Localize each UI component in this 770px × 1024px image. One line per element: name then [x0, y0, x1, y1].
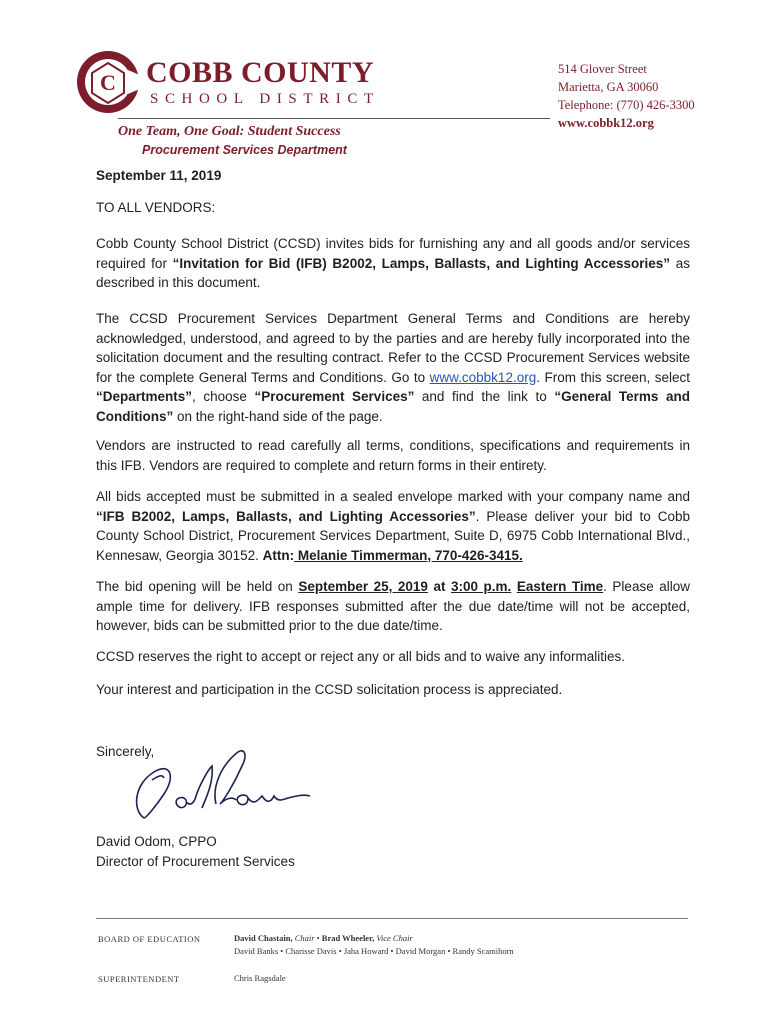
paragraph-rights: CCSD reserves the right to accept or reject any or all bids and to waive any informalities.	[96, 649, 625, 664]
header-divider	[118, 118, 550, 119]
paragraph-invitation: Cobb County School District (CCSD) invites bids for furnishing any and all goods and/or services required for “Invitation for Bid (IFB) B2002, Lamps, Ballasts, and Lighting Accessories” as described in this document.	[96, 236, 690, 290]
board-label: BOARD OF EDUCATION	[98, 934, 201, 944]
paragraph-bid-opening: The bid opening will be held on September 25, 2019 at 3:00 p.m. Eastern Time. Please allow ample time for delivery. IFB responses submitted after the due date/time will not be accepted, however, bids can be submitted prior to the due date/time.	[96, 579, 690, 633]
address-block	[558, 60, 695, 132]
footer-divider	[96, 918, 688, 919]
letter-date: September 11, 2019	[96, 168, 222, 183]
department-name: Procurement Services Department	[142, 143, 347, 157]
board-members: David Banks • Charisse Davis • Jaha Howard • David Morgan • Randy Scamihorn	[234, 946, 514, 956]
signer-name: David Odom, CPPO	[96, 834, 217, 849]
closing: Sincerely,	[96, 744, 155, 759]
org-subtitle: SCHOOL DISTRICT	[150, 91, 380, 107]
svg-text:C: C	[100, 70, 116, 95]
board-officers: David Chastain, Chair • Brad Wheeler, Vice Chair	[234, 933, 413, 943]
tagline: One Team, One Goal: Student Success	[118, 124, 341, 139]
signature-image	[124, 744, 314, 828]
signer-title: Director of Procurement Services	[96, 853, 295, 869]
salutation: TO ALL VENDORS:	[96, 200, 216, 215]
address-street: 514 Glover Street	[558, 62, 647, 76]
website-link[interactable]: www.cobbk12.org	[429, 369, 537, 385]
address-website: www.cobbk12.org	[558, 116, 654, 130]
address-phone: Telephone: (770) 426-3300	[558, 98, 695, 112]
paragraph-instructions: Vendors are instructed to read carefully all terms, conditions, specifications and requirements in this IFB. Vendors are required to complete and return forms in their entirety.	[96, 438, 690, 473]
district-logo-icon	[74, 48, 142, 116]
paragraph-appreciation: Your interest and participation in the CCSD solicitation process is appreciated.	[96, 682, 563, 697]
paragraph-terms: The CCSD Procurement Services Department General Terms and Conditions are hereby acknowledged, understood, and agreed to by the parties and are hereby fully incorporated into the solicitation document and the resulting contract. Refer to the CCSD Procurement Services website for the complete General Terms and Conditions. Go to www.cobbk12.org. From this screen, select “Departments”, choose “Procurement Services” and find the link to “General Terms and Conditions” on the right-hand side of the page.	[96, 311, 691, 424]
superintendent-label: SUPERINTENDENT	[98, 974, 180, 984]
paragraph-submission: All bids accepted must be submitted in a sealed envelope marked with your company name and “IFB B2002, Lamps, Ballasts, and Lighting Accessories”. Please deliver your bid to Cobb County School District, Procurement Services Department, Suite D, 6975 Cobb International Blvd., Kennesaw, Georgia 30152. Attn: Melanie Timmerman, 770-426-3415.	[96, 489, 690, 563]
address-city: Marietta, GA 30060	[558, 80, 659, 94]
signer-block	[96, 832, 295, 871]
superintendent-name: Chris Ragsdale	[234, 973, 286, 983]
org-name: COBB COUNTY	[146, 56, 375, 89]
